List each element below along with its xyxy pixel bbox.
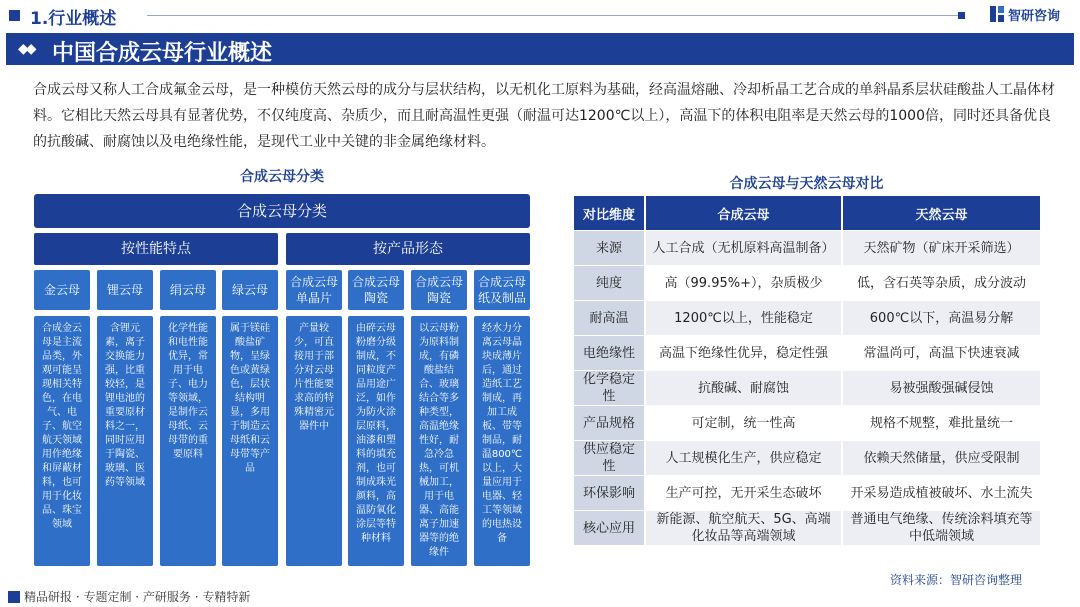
group-by-form: 按产品形态 [286, 233, 530, 265]
dimension-cell: 化学稳定性 [574, 371, 646, 405]
value-cell: 人工合成（无机原料高温制备） [646, 231, 843, 265]
top-bar [0, 0, 1080, 30]
value-cell: 开采易造成植被破坏、水土流失 [843, 476, 1040, 510]
type-header: 合成云母纸及制品 [474, 270, 530, 310]
page-title: 中国合成云母行业概述 [52, 41, 273, 66]
header-divider [147, 15, 965, 16]
type-header: 锂云母 [97, 270, 153, 310]
table-row [574, 301, 1040, 335]
value-cell: 600℃以下，高温易分解 [843, 301, 1040, 335]
value-cell: 高温下绝缘性优异，稳定性强 [646, 336, 843, 370]
column-header: 对比维度 [574, 196, 646, 230]
value-cell: 生产可控，无开采生态破坏 [646, 476, 843, 510]
dimension-cell: 来源 [574, 231, 646, 265]
column-header: 合成云母 [646, 196, 843, 230]
value-cell: 高（99.95%+），杂质极少 [646, 266, 843, 300]
value-cell: 普通电气绝缘、传统涂料填充等中低端领域 [843, 511, 1040, 545]
intro-paragraph: 合成云母又称人工合成氟金云母，是一种模仿天然云母的成分与层状结构，以无机化工原料为基础，经高温熔融、冷却析晶工艺合成的单斜晶系层状硅酸盐人工晶体材料。它相比天然云母具有显著优势，不仅纯度高、杂质少，而且耐高温性更强（耐温可达1200℃以上），高温下的体积电阻率是天然云母的1000倍，同时还具备优良的抗酸碱、耐腐蚀以及电绝缘性能，是现代工业中关键的非金属绝缘材料。 [33, 82, 1055, 150]
type-header: 绿云母 [222, 270, 278, 310]
chevron-icon: ◆◆ [18, 41, 34, 57]
table-row [574, 406, 1040, 440]
type-description: 由碎云母粉磨分级制成，不同粒度产品用途广泛，如作为防火涂层原料，油漆和塑料的填充剂，也可制成珠光颜料，高温防氧化涂层等特种材料 [348, 316, 404, 566]
table-row [574, 476, 1040, 510]
group-by-performance: 按性能特点 [34, 233, 278, 265]
type-header: 合成云母单晶片 [286, 270, 342, 310]
dimension-cell: 耐高温 [574, 301, 646, 335]
value-cell: 常温尚可，高温下快速衰减 [843, 336, 1040, 370]
dimension-cell: 纯度 [574, 266, 646, 300]
dimension-cell: 电绝缘性 [574, 336, 646, 370]
classification-main-node: 合成云母分类 [34, 194, 530, 228]
type-header: 合成云母陶瓷 [348, 270, 404, 310]
type-description: 以云母粉为原料制成，有磷酸盐结合、玻璃结合等多种类型，高温绝缘性好，耐急冷急热，可机械加工，用于电器、高能离子加速器等的绝缘件 [411, 316, 467, 566]
table-row [574, 371, 1040, 405]
value-cell: 1200℃以上，性能稳定 [646, 301, 843, 335]
brand-name: 智研咨询 [1008, 9, 1061, 24]
brand-logo-icon [990, 6, 1004, 22]
classification-title: 合成云母分类 [240, 169, 324, 185]
type-description: 含锂元素，离子交换能力强，比重较轻，是锂电池的重要原材料之一，同时应用于陶瓷、玻璃、医药等领域 [97, 316, 153, 566]
dimension-cell: 供应稳定性 [574, 441, 646, 475]
type-header: 金云母 [34, 270, 90, 310]
dimension-cell: 核心应用 [574, 511, 646, 545]
value-cell: 可定制，统一性高 [646, 406, 843, 440]
type-header: 绢云母 [160, 270, 216, 310]
value-cell: 新能源、航空航天、5G、高端化妆品等高端领域 [646, 511, 843, 545]
value-cell: 易被强酸强碱侵蚀 [843, 371, 1040, 405]
value-cell: 依赖天然储量，供应受限制 [843, 441, 1040, 475]
section-marker-icon [9, 10, 20, 21]
table-row [574, 336, 1040, 370]
column-header: 天然云母 [843, 196, 1040, 230]
section-title: 1.行业概述 [30, 9, 117, 29]
table-row [574, 266, 1040, 300]
type-description: 产量较少，可直接用于部分对云母片性能要求高的特殊精密元器件中 [286, 316, 342, 566]
value-cell: 天然矿物（矿床开采筛选） [843, 231, 1040, 265]
footer [8, 588, 250, 605]
value-cell: 低，含石英等杂质，成分波动 [843, 266, 1040, 300]
value-cell: 抗酸碱、耐腐蚀 [646, 371, 843, 405]
type-header: 合成云母陶瓷 [411, 270, 467, 310]
type-description: 属于镁硅酸盐矿物，呈绿色或黄绿色，层状结构明显，多用于制造云母纸和云母带等产品 [222, 316, 278, 566]
type-description: 合成金云母是主流品类，外观可能呈现相关特色，在电气、电子、航空航天领域用作绝缘和屏蔽材料，也可用于化妆品、珠宝领域 [34, 316, 90, 566]
type-description: 化学性能和电性能优异，常用于电子、电力等领域，是制作云母纸、云母带的重要原料 [160, 316, 216, 566]
table-row [574, 441, 1040, 475]
comparison-title: 合成云母与天然云母对比 [729, 176, 884, 192]
value-cell: 规格不规整，难批量统一 [843, 406, 1040, 440]
footer-text: 精品研报 · 专题定制 · 产研服务 · 专精特新 [24, 590, 251, 604]
table-header-row [574, 196, 1040, 230]
type-description: 经水力分离云母晶块成薄片后，通过造纸工艺制成，再加工成板、带等制品，耐温800℃以上，大量应用于电器、轻工等领域的电热设备 [474, 316, 530, 566]
table-row [574, 511, 1040, 545]
title-banner [6, 33, 1074, 65]
brand-mark-icon [8, 591, 20, 603]
dimension-cell: 环保影响 [574, 476, 646, 510]
value-cell: 人工规模化生产，供应稳定 [646, 441, 843, 475]
dimension-cell: 产品规格 [574, 406, 646, 440]
comparison-table [574, 195, 1040, 546]
source-note: 资料来源：智研咨询整理 [890, 573, 1023, 587]
table-row [574, 231, 1040, 265]
